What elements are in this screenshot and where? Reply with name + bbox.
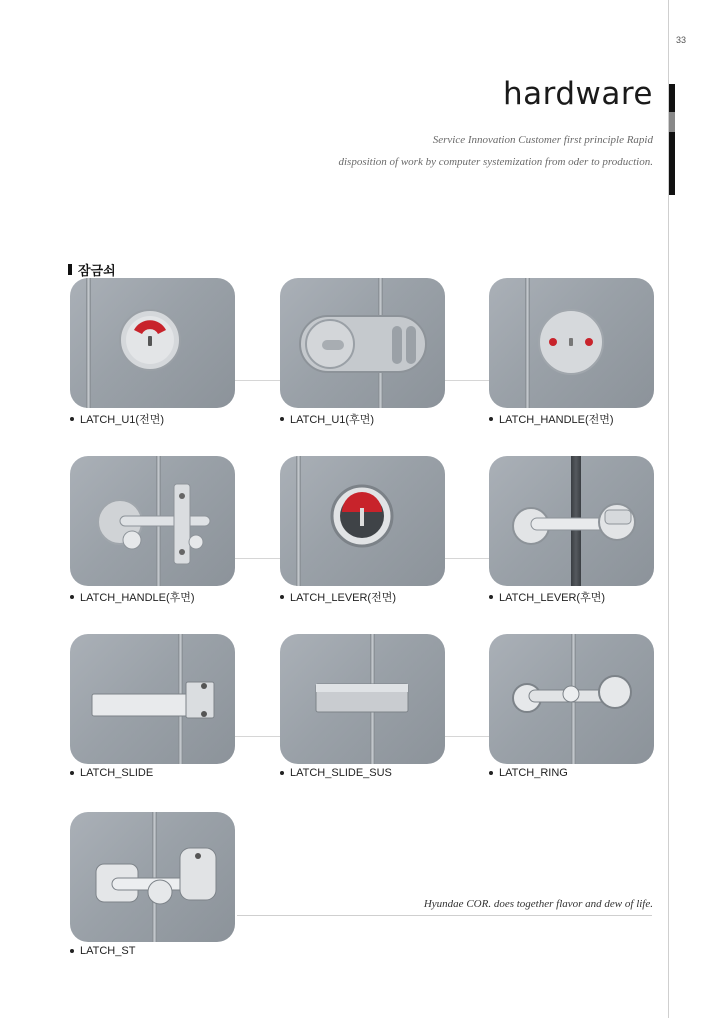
product-image-latch-lever-back: [489, 456, 654, 586]
product-label: LATCH_U1(전면): [70, 411, 164, 427]
product-image-latch-slide: [70, 634, 235, 764]
tagline-line-2: disposition of work by computer systemization from oder to production.: [338, 156, 653, 168]
product-label: LATCH_ST: [70, 945, 135, 957]
product-image-latch-st: [70, 812, 235, 942]
product-image-latch-u1-back: [280, 278, 445, 408]
product-label: LATCH_LEVER(전면): [280, 589, 396, 605]
connector-line: [444, 380, 489, 381]
product-image-latch-handle-front: [489, 278, 654, 408]
page-title: hardware: [502, 76, 653, 112]
product-image-latch-slide-sus: [280, 634, 445, 764]
product-image-latch-lever-front: [280, 456, 445, 586]
connector-line: [235, 736, 280, 737]
product-label: LATCH_HANDLE(전면): [489, 411, 614, 427]
footer-divider: [237, 915, 652, 916]
edge-tab-dark-lower: [669, 132, 675, 195]
edge-tab-gray: [669, 112, 675, 132]
product-label: LATCH_HANDLE(후면): [70, 589, 195, 605]
product-label: LATCH_RING: [489, 767, 568, 779]
section-marker: [68, 264, 72, 275]
product-image-latch-u1-front: [70, 278, 235, 408]
product-label: LATCH_SLIDE: [70, 767, 153, 779]
connector-line: [444, 736, 489, 737]
page-number: 33: [676, 35, 687, 45]
section-title: 잠금쇠: [78, 263, 116, 278]
edge-tab-dark: [669, 84, 675, 112]
connector-line: [444, 558, 489, 559]
product-label: LATCH_SLIDE_SUS: [280, 767, 392, 779]
connector-line: [235, 558, 280, 559]
product-label: LATCH_U1(후면): [280, 411, 374, 427]
product-label: LATCH_LEVER(후면): [489, 589, 605, 605]
product-image-latch-handle-back: [70, 456, 235, 586]
section-heading: [68, 260, 116, 279]
footer-slogan: Hyundae COR. does together flavor and dew of life.: [423, 898, 653, 910]
tagline-line-1: Service Innovation Customer first principle Rapid: [432, 134, 653, 146]
product-image-latch-ring: [489, 634, 654, 764]
connector-line: [235, 380, 280, 381]
